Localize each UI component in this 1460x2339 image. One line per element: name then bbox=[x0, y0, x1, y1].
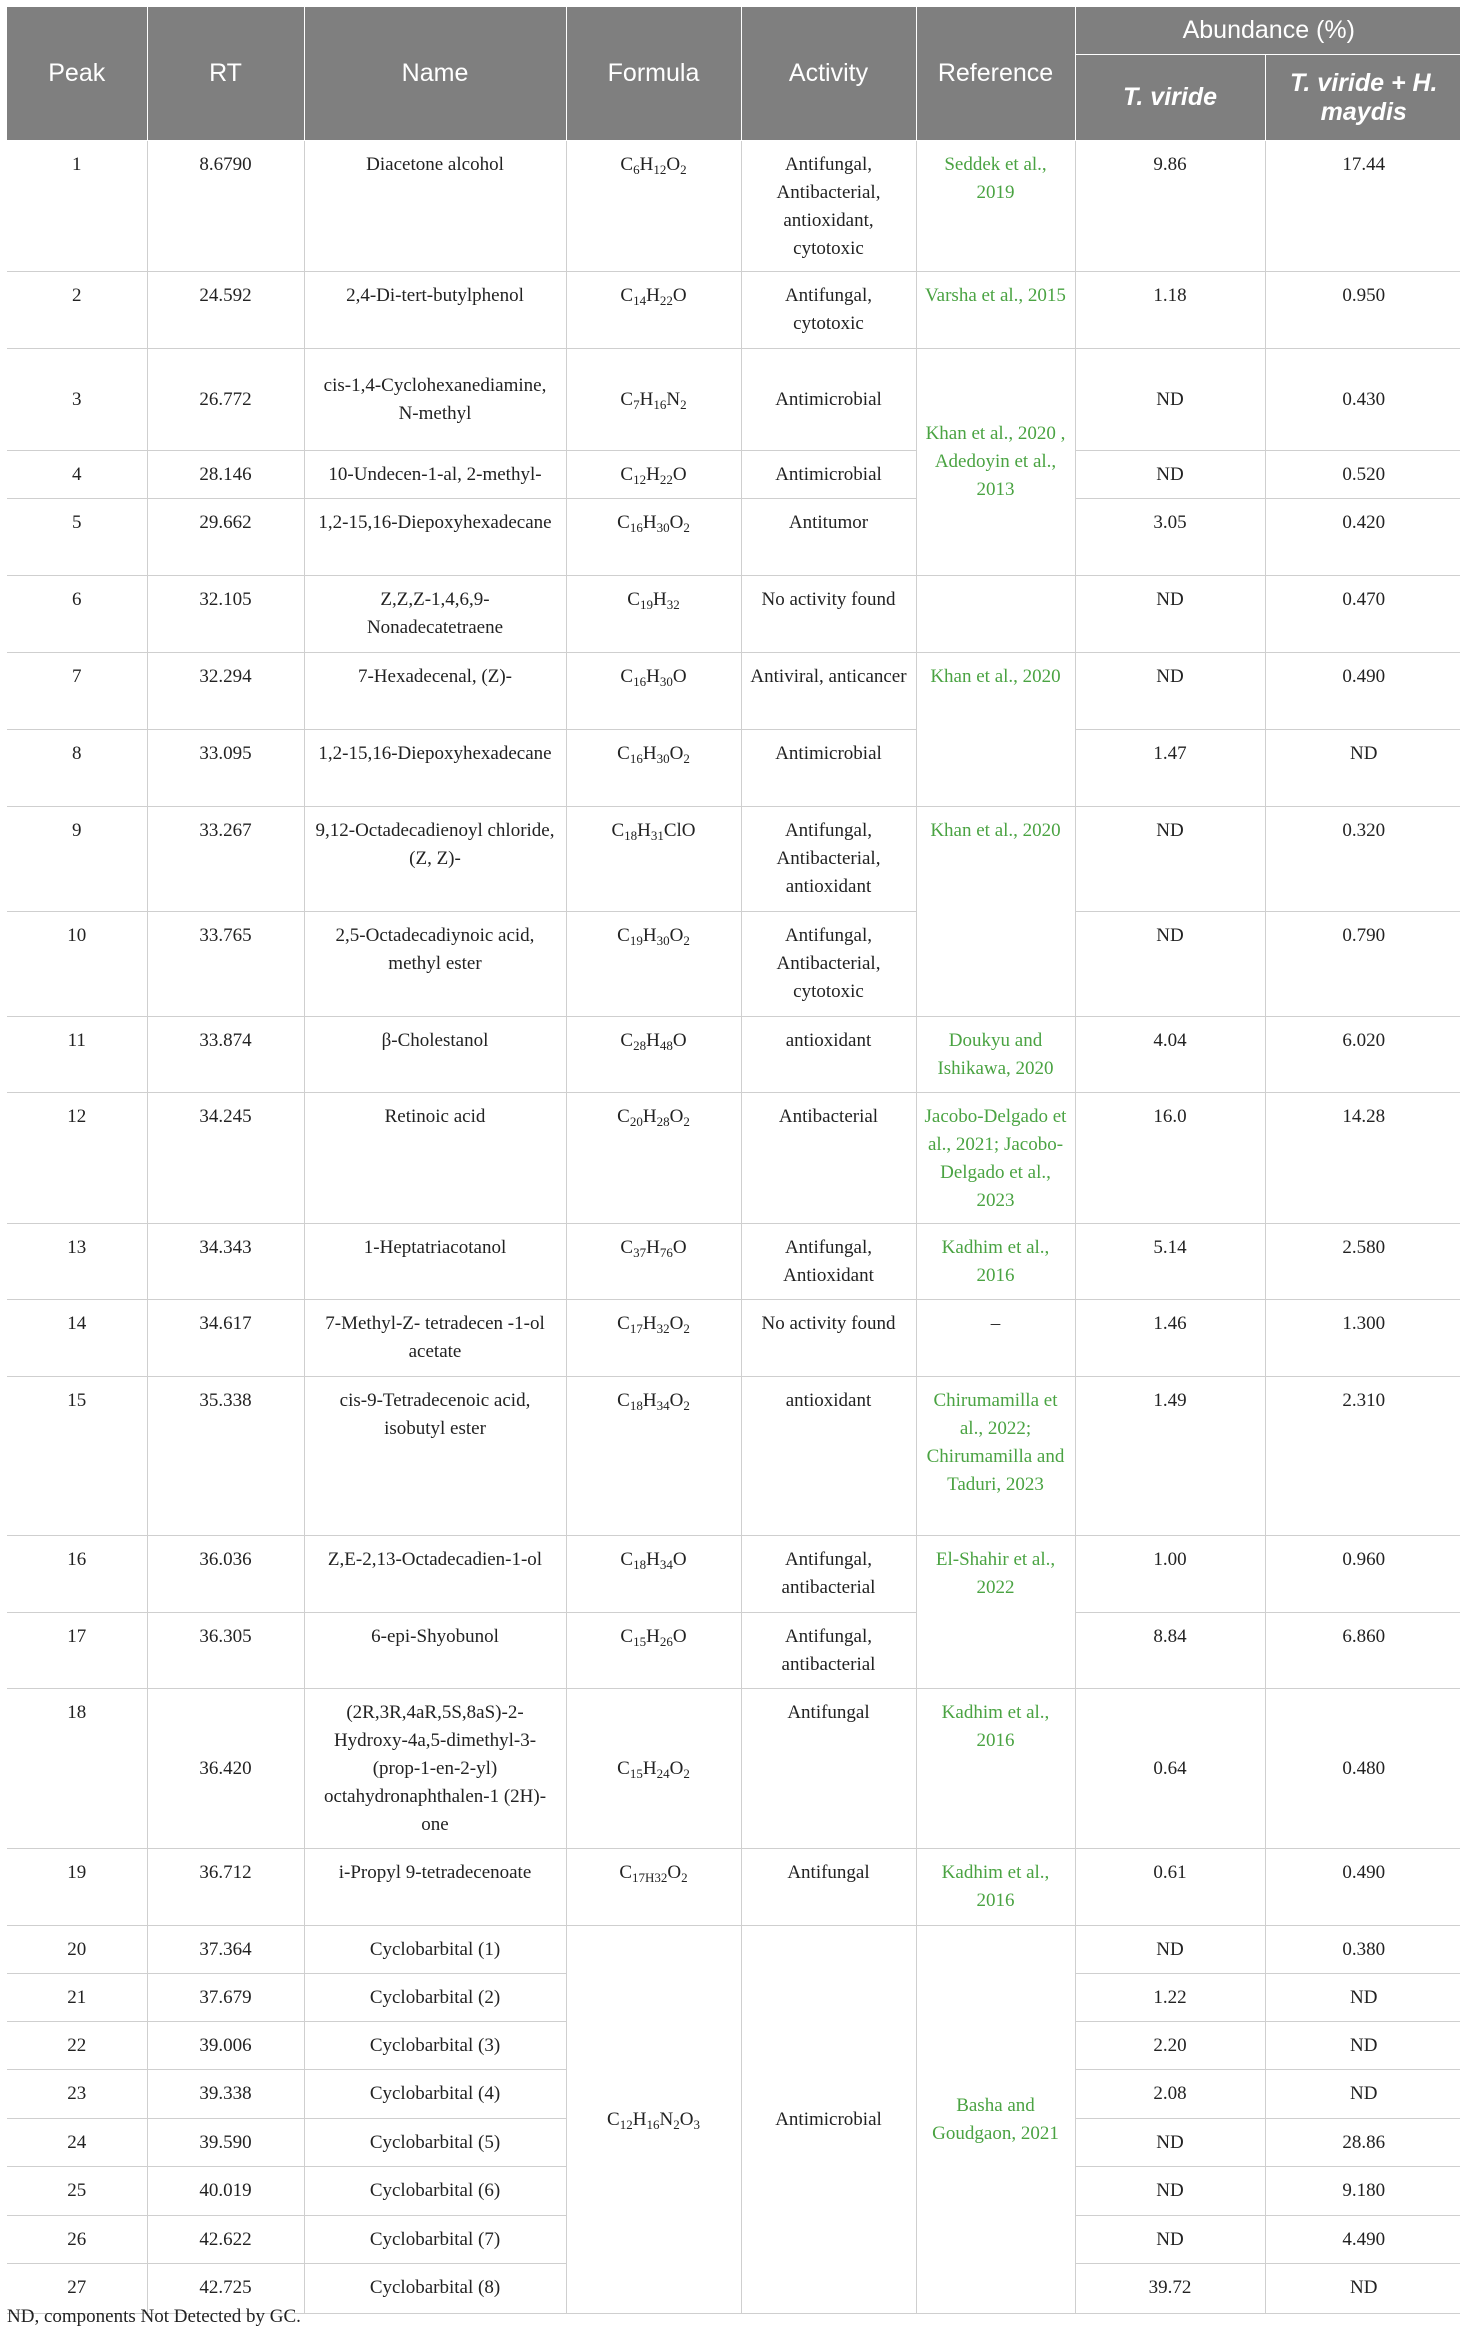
cell-peak: 15 bbox=[7, 1377, 147, 1536]
header-peak: Peak bbox=[7, 7, 147, 141]
cell-rt: 40.019 bbox=[147, 2167, 304, 2216]
cell-peak: 12 bbox=[7, 1093, 147, 1224]
header-reference: Reference bbox=[916, 7, 1075, 141]
table-row bbox=[7, 141, 1460, 272]
cell-abundance-tvhm: 0.430 bbox=[1265, 349, 1460, 451]
cell-abundance-tvhm: ND bbox=[1265, 2264, 1460, 2314]
cell-abundance-tvhm: 0.320 bbox=[1265, 807, 1460, 912]
cell-rt: 39.006 bbox=[147, 2022, 304, 2070]
cell-name: 1,2-15,16-Diepoxyhexadecane bbox=[304, 730, 566, 807]
cell-name: Cyclobarbital (7) bbox=[304, 2216, 566, 2264]
table-row bbox=[7, 1224, 1460, 1300]
cell-peak: 14 bbox=[7, 1300, 147, 1377]
cell-rt: 42.622 bbox=[147, 2216, 304, 2264]
cell-activity: Antifungal, Antioxidant bbox=[741, 1224, 916, 1300]
cell-peak: 9 bbox=[7, 807, 147, 912]
cell-abundance-tv: 0.64 bbox=[1075, 1689, 1265, 1849]
cell-peak: 17 bbox=[7, 1613, 147, 1689]
cell-peak: 24 bbox=[7, 2119, 147, 2167]
cell-abundance-tv: ND bbox=[1075, 807, 1265, 912]
cell-formula: $C_{16}H_{30}O_2$ bbox=[566, 730, 741, 807]
cell-abundance-tvhm: 14.28 bbox=[1265, 1093, 1460, 1224]
cell-formula: $C_{37}H_{76}O$ bbox=[566, 1224, 741, 1300]
cell-reference-link[interactable]: Basha and Goudgaon, 2021 bbox=[916, 1926, 1075, 2314]
cell-rt: 35.338 bbox=[147, 1377, 304, 1536]
cell-abundance-tv: ND bbox=[1075, 1926, 1265, 1974]
cell-activity: Antitumor bbox=[741, 499, 916, 576]
cell-name: Cyclobarbital (2) bbox=[304, 1974, 566, 2022]
cell-rt: 34.343 bbox=[147, 1224, 304, 1300]
cell-abundance-tv: 1.47 bbox=[1075, 730, 1265, 807]
cell-abundance-tv: 1.22 bbox=[1075, 1974, 1265, 2022]
cell-peak: 19 bbox=[7, 1849, 147, 1926]
cell-peak: 10 bbox=[7, 912, 147, 1017]
cell-rt: 32.105 bbox=[147, 576, 304, 653]
cell-formula: $C_{28}H_{48}O$ bbox=[566, 1017, 741, 1093]
cell-peak: 7 bbox=[7, 653, 147, 730]
cell-name: Cyclobarbital (6) bbox=[304, 2167, 566, 2216]
cell-rt: 36.036 bbox=[147, 1536, 304, 1613]
cell-activity: Antifungal, antibacterial bbox=[741, 1613, 916, 1689]
cell-abundance-tvhm: 17.44 bbox=[1265, 141, 1460, 272]
cell-activity: Antifungal bbox=[741, 1849, 916, 1926]
cell-rt: 33.874 bbox=[147, 1017, 304, 1093]
header-rt: RT bbox=[147, 7, 304, 141]
cell-formula: $C_{18}H_{34}O$ bbox=[566, 1536, 741, 1613]
table-row bbox=[7, 912, 1460, 1017]
cell-name: Cyclobarbital (1) bbox=[304, 1926, 566, 1974]
cell-abundance-tvhm: 4.490 bbox=[1265, 2216, 1460, 2264]
cell-name: 6-epi-Shyobunol bbox=[304, 1613, 566, 1689]
cell-abundance-tv: ND bbox=[1075, 2119, 1265, 2167]
cell-activity: Antimicrobial bbox=[741, 1926, 916, 2314]
cell-formula: $C_{14}H_{22}O$ bbox=[566, 272, 741, 349]
cell-name: 7-Hexadecenal, (Z)- bbox=[304, 653, 566, 730]
cell-peak: 4 bbox=[7, 451, 147, 499]
cell-rt: 26.772 bbox=[147, 349, 304, 451]
cell-rt: 37.364 bbox=[147, 1926, 304, 1974]
cell-name: Z,Z,Z-1,4,6,9-Nonadecatetraene bbox=[304, 576, 566, 653]
cell-name: Cyclobarbital (3) bbox=[304, 2022, 566, 2070]
cell-name: Retinoic acid bbox=[304, 1093, 566, 1224]
cell-abundance-tvhm: 0.520 bbox=[1265, 451, 1460, 499]
cell-abundance-tvhm: 2.310 bbox=[1265, 1377, 1460, 1536]
cell-rt: 24.592 bbox=[147, 272, 304, 349]
cell-peak: 2 bbox=[7, 272, 147, 349]
cell-abundance-tv: 5.14 bbox=[1075, 1224, 1265, 1300]
cell-activity: No activity found bbox=[741, 1300, 916, 1377]
cell-abundance-tvhm: 0.420 bbox=[1265, 499, 1460, 576]
cell-reference-link[interactable]: Khan et al., 2020 , Adedoyin et al., 2013 bbox=[916, 349, 1075, 576]
header-abundance: Abundance (%) bbox=[1075, 7, 1460, 55]
cell-name: 9,12-Octadecadienoyl chloride, (Z, Z)- bbox=[304, 807, 566, 912]
cell-abundance-tv: 4.04 bbox=[1075, 1017, 1265, 1093]
cell-abundance-tvhm: 0.380 bbox=[1265, 1926, 1460, 1974]
cell-reference-link[interactable]: Varsha et al., 2015 bbox=[916, 272, 1075, 349]
cell-abundance-tv: ND bbox=[1075, 2167, 1265, 2216]
cell-abundance-tv: 3.05 bbox=[1075, 499, 1265, 576]
cell-abundance-tvhm: 2.580 bbox=[1265, 1224, 1460, 1300]
cell-peak: 18 bbox=[7, 1689, 147, 1849]
cell-abundance-tv: 1.49 bbox=[1075, 1377, 1265, 1536]
table-row bbox=[7, 730, 1460, 807]
cell-rt: 36.305 bbox=[147, 1613, 304, 1689]
table-footnote: ND, components Not Detected by GC. bbox=[7, 2306, 301, 2327]
cell-formula: $C_{19}H_{30}O_2$ bbox=[566, 912, 741, 1017]
cell-abundance-tvhm: 9.180 bbox=[1265, 2167, 1460, 2216]
cell-peak: 26 bbox=[7, 2216, 147, 2264]
cell-peak: 11 bbox=[7, 1017, 147, 1093]
cell-abundance-tvhm: 6.860 bbox=[1265, 1613, 1460, 1689]
table-row bbox=[7, 653, 1460, 730]
cell-formula: $C_7H_{16}N_2$ bbox=[566, 349, 741, 451]
cell-reference-link[interactable]: Jacobo-Delgado et al., 2021; Jacobo-Delgado et al., 2023 bbox=[916, 1093, 1075, 1224]
cell-activity: Antibacterial bbox=[741, 1093, 916, 1224]
header-activity: Activity bbox=[741, 7, 916, 141]
cell-abundance-tvhm: 6.020 bbox=[1265, 1017, 1460, 1093]
header-name: Name bbox=[304, 7, 566, 141]
cell-abundance-tv: 1.46 bbox=[1075, 1300, 1265, 1377]
table-row bbox=[7, 1849, 1460, 1926]
cell-peak: 6 bbox=[7, 576, 147, 653]
cell-abundance-tv: 2.08 bbox=[1075, 2070, 1265, 2119]
cell-formula: $C_{12}H_{16}N_2O_3$ bbox=[566, 1926, 741, 2314]
cell-abundance-tvhm: ND bbox=[1265, 2070, 1460, 2119]
cell-peak: 13 bbox=[7, 1224, 147, 1300]
cell-rt: 33.095 bbox=[147, 730, 304, 807]
cell-reference-link[interactable]: Kadhim et al., 2016 bbox=[916, 1849, 1075, 1926]
cell-abundance-tvhm: 0.480 bbox=[1265, 1689, 1460, 1849]
cell-rt: 39.338 bbox=[147, 2070, 304, 2119]
cell-formula: $C_{18}H_{31}ClO$ bbox=[566, 807, 741, 912]
cell-rt: 32.294 bbox=[147, 653, 304, 730]
cell-peak: 22 bbox=[7, 2022, 147, 2070]
cell-activity: No activity found bbox=[741, 576, 916, 653]
cell-activity: Antifungal, Antibacterial, cytotoxic bbox=[741, 912, 916, 1017]
cell-name: β-Cholestanol bbox=[304, 1017, 566, 1093]
cell-name: 1-Heptatriacotanol bbox=[304, 1224, 566, 1300]
header-formula: Formula bbox=[566, 7, 741, 141]
cell-reference: – bbox=[916, 1300, 1075, 1377]
cell-reference-link[interactable]: Khan et al., 2020 bbox=[916, 807, 1075, 1017]
cell-peak: 27 bbox=[7, 2264, 147, 2314]
cell-abundance-tv: ND bbox=[1075, 349, 1265, 451]
cell-formula: $C_{18}H_{34}O_2$ bbox=[566, 1377, 741, 1536]
table-row bbox=[7, 451, 1460, 499]
cell-rt: 33.765 bbox=[147, 912, 304, 1017]
cell-name: Diacetone alcohol bbox=[304, 141, 566, 272]
cell-activity: Antifungal bbox=[741, 1689, 916, 1849]
cell-abundance-tvhm: 0.950 bbox=[1265, 272, 1460, 349]
cell-rt: 39.590 bbox=[147, 2119, 304, 2167]
cell-rt: 42.725 bbox=[147, 2264, 304, 2314]
table-row bbox=[7, 1613, 1460, 1689]
cell-name: Z,E-2,13-Octadecadien-1-ol bbox=[304, 1536, 566, 1613]
cell-activity: Antifungal, Antibacterial, antioxidant bbox=[741, 807, 916, 912]
cell-activity: Antifungal, Antibacterial, antioxidant, cytotoxic bbox=[741, 141, 916, 272]
cell-name: Cyclobarbital (8) bbox=[304, 2264, 566, 2314]
table-row bbox=[7, 1017, 1460, 1093]
cell-abundance-tvhm: ND bbox=[1265, 1974, 1460, 2022]
cell-abundance-tv: 8.84 bbox=[1075, 1613, 1265, 1689]
cell-formula: $C_{17H32}O_2$ bbox=[566, 1849, 741, 1926]
cell-peak: 1 bbox=[7, 141, 147, 272]
cell-abundance-tv: ND bbox=[1075, 451, 1265, 499]
cell-activity: Antimicrobial bbox=[741, 451, 916, 499]
cell-rt: 34.617 bbox=[147, 1300, 304, 1377]
cell-name: Cyclobarbital (5) bbox=[304, 2119, 566, 2167]
cell-peak: 25 bbox=[7, 2167, 147, 2216]
cell-abundance-tvhm: 0.960 bbox=[1265, 1536, 1460, 1613]
cell-abundance-tvhm: 0.490 bbox=[1265, 1849, 1460, 1926]
cell-abundance-tvhm: 0.490 bbox=[1265, 653, 1460, 730]
table-row bbox=[7, 499, 1460, 576]
cell-name: (2R,3R,4aR,5S,8aS)-2-Hydroxy-4a,5-dimethyl-3-(prop-1-en-2-yl) octahydronaphthalen-1 (2H)-one bbox=[304, 1689, 566, 1849]
cell-rt: 36.420 bbox=[147, 1689, 304, 1849]
cell-reference-link[interactable]: Kadhim et al., 2016 bbox=[916, 1224, 1075, 1300]
cell-abundance-tv: 2.20 bbox=[1075, 2022, 1265, 2070]
cell-rt: 36.712 bbox=[147, 1849, 304, 1926]
cell-abundance-tvhm: ND bbox=[1265, 2022, 1460, 2070]
cell-abundance-tv: ND bbox=[1075, 576, 1265, 653]
table-row bbox=[7, 807, 1460, 912]
cell-rt: 37.679 bbox=[147, 1974, 304, 2022]
cell-formula: $C_{20}H_{28}O_2$ bbox=[566, 1093, 741, 1224]
cell-abundance-tv: ND bbox=[1075, 2216, 1265, 2264]
cell-peak: 8 bbox=[7, 730, 147, 807]
cell-rt: 34.245 bbox=[147, 1093, 304, 1224]
cell-name: 7-Methyl-Z- tetradecen -1-ol acetate bbox=[304, 1300, 566, 1377]
cell-rt: 8.6790 bbox=[147, 141, 304, 272]
cell-peak: 20 bbox=[7, 1926, 147, 1974]
table-row bbox=[7, 1926, 1460, 1974]
cell-reference-link[interactable]: Chirumamilla et al., 2022; Chirumamilla and Taduri, 2023 bbox=[916, 1377, 1075, 1536]
cell-name: cis-9-Tetradecenoic acid, isobutyl ester bbox=[304, 1377, 566, 1536]
gc-ms-compounds-table bbox=[7, 7, 1460, 2314]
cell-rt: 28.146 bbox=[147, 451, 304, 499]
cell-abundance-tvhm: 1.300 bbox=[1265, 1300, 1460, 1377]
cell-activity: Antifungal, cytotoxic bbox=[741, 272, 916, 349]
cell-name: i-Propyl 9-tetradecenoate bbox=[304, 1849, 566, 1926]
cell-rt: 29.662 bbox=[147, 499, 304, 576]
cell-peak: 5 bbox=[7, 499, 147, 576]
cell-name: 2,4-Di-tert-butylphenol bbox=[304, 272, 566, 349]
cell-abundance-tv: 0.61 bbox=[1075, 1849, 1265, 1926]
cell-abundance-tv: 16.0 bbox=[1075, 1093, 1265, 1224]
cell-name: 1,2-15,16-Diepoxyhexadecane bbox=[304, 499, 566, 576]
cell-peak: 3 bbox=[7, 349, 147, 451]
cell-activity: antioxidant bbox=[741, 1017, 916, 1093]
table-row bbox=[7, 1536, 1460, 1613]
cell-abundance-tv: 1.00 bbox=[1075, 1536, 1265, 1613]
cell-rt: 33.267 bbox=[147, 807, 304, 912]
cell-reference-link[interactable]: Khan et al., 2020 bbox=[916, 653, 1075, 807]
cell-peak: 21 bbox=[7, 1974, 147, 2022]
header-t-viride: T. viride bbox=[1075, 55, 1265, 141]
table-row bbox=[7, 272, 1460, 349]
cell-formula: $C_{16}H_{30}O_2$ bbox=[566, 499, 741, 576]
table-row bbox=[7, 1689, 1460, 1849]
cell-abundance-tv: 39.72 bbox=[1075, 2264, 1265, 2314]
cell-activity: Antimicrobial bbox=[741, 730, 916, 807]
cell-name: Cyclobarbital (4) bbox=[304, 2070, 566, 2119]
cell-peak: 23 bbox=[7, 2070, 147, 2119]
header-t-viride-h-maydis: T. viride + H. maydis bbox=[1265, 55, 1460, 141]
cell-abundance-tvhm: ND bbox=[1265, 730, 1460, 807]
cell-abundance-tv: ND bbox=[1075, 653, 1265, 730]
cell-formula: $C_{19}H_{32}$ bbox=[566, 576, 741, 653]
cell-name: 2,5-Octadecadiynoic acid, methyl ester bbox=[304, 912, 566, 1017]
cell-reference-link[interactable]: Seddek et al., 2019 bbox=[916, 141, 1075, 272]
cell-abundance-tvhm: 0.470 bbox=[1265, 576, 1460, 653]
table-row bbox=[7, 576, 1460, 653]
cell-abundance-tvhm: 0.790 bbox=[1265, 912, 1460, 1017]
table-row bbox=[7, 1300, 1460, 1377]
cell-reference bbox=[916, 576, 1075, 653]
cell-name: 10-Undecen-1-al, 2-methyl- bbox=[304, 451, 566, 499]
cell-activity: Antifungal, antibacterial bbox=[741, 1536, 916, 1613]
table-row bbox=[7, 1377, 1460, 1536]
cell-reference-link[interactable]: El-Shahir et al., 2022 bbox=[916, 1536, 1075, 1689]
cell-formula: $C_{17}H_{32}O_2$ bbox=[566, 1300, 741, 1377]
table-row bbox=[7, 349, 1460, 451]
cell-peak: 16 bbox=[7, 1536, 147, 1613]
cell-formula: $C_{15}H_{24}O_2$ bbox=[566, 1689, 741, 1849]
cell-activity: Antimicrobial bbox=[741, 349, 916, 451]
cell-formula: $C_6H_{12}O_2$ bbox=[566, 141, 741, 272]
cell-activity: antioxidant bbox=[741, 1377, 916, 1536]
cell-abundance-tv: 9.86 bbox=[1075, 141, 1265, 272]
cell-formula: $C_{15}H_{26}O$ bbox=[566, 1613, 741, 1689]
cell-name: cis-1,4-Cyclohexanediamine, N-methyl bbox=[304, 349, 566, 451]
cell-reference-link[interactable]: Doukyu and Ishikawa, 2020 bbox=[916, 1017, 1075, 1093]
cell-abundance-tv: 1.18 bbox=[1075, 272, 1265, 349]
table-row bbox=[7, 1093, 1460, 1224]
cell-reference-link[interactable]: Kadhim et al., 2016 bbox=[916, 1689, 1075, 1849]
cell-formula: $C_{16}H_{30}O$ bbox=[566, 653, 741, 730]
cell-formula: $C_{12}H_{22}O$ bbox=[566, 451, 741, 499]
cell-activity: Antiviral, anticancer bbox=[741, 653, 916, 730]
cell-abundance-tvhm: 28.86 bbox=[1265, 2119, 1460, 2167]
cell-abundance-tv: ND bbox=[1075, 912, 1265, 1017]
